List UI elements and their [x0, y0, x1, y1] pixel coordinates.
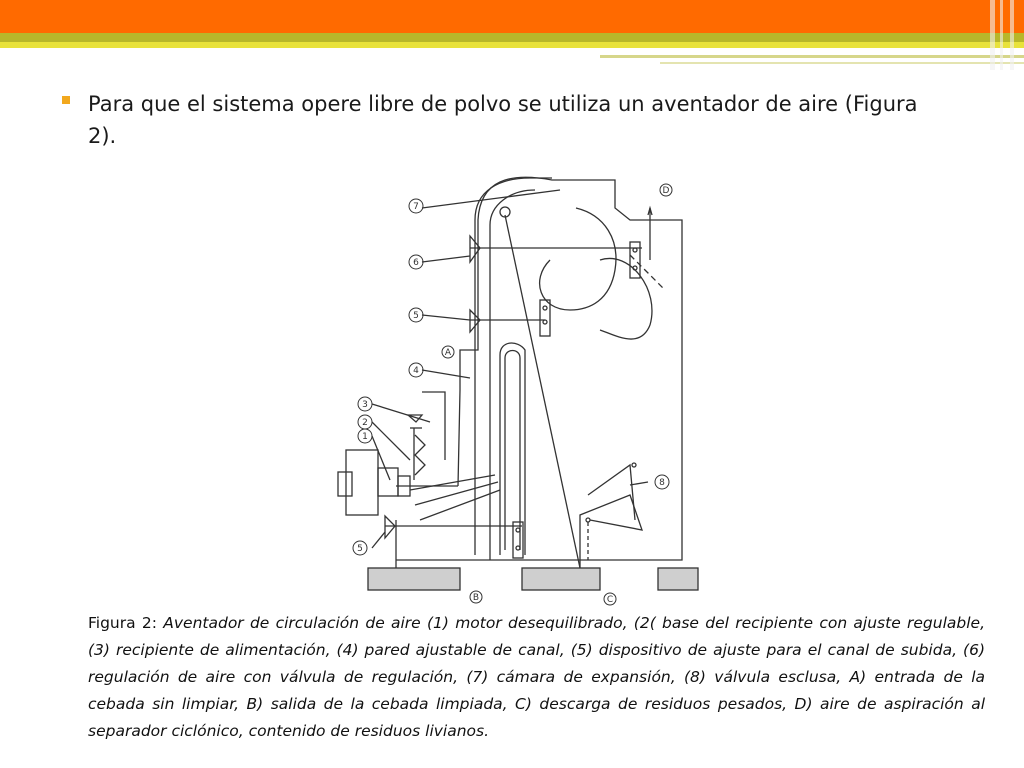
air-aspirator-diagram	[330, 160, 710, 610]
label-B: B	[472, 593, 480, 603]
label-4: 4	[413, 366, 419, 376]
label-5b: 5	[357, 544, 363, 554]
label-C: C	[606, 595, 614, 605]
label-2: 2	[362, 418, 368, 428]
label-8: 8	[659, 478, 665, 488]
label-D: D	[662, 186, 670, 196]
label-A: A	[444, 348, 452, 358]
label-3: 3	[362, 400, 368, 410]
label-6: 6	[413, 258, 419, 268]
header-bar	[0, 0, 1024, 70]
label-1: 1	[362, 432, 368, 442]
label-7: 7	[413, 202, 419, 212]
ground-hatch	[368, 568, 698, 590]
figure-caption	[88, 610, 985, 745]
caption-body: Aventador de circulación de aire (1) motor desequilibrado, (2( base del recipiente con ajuste regulable, (3) recipiente de alimentación, (4) pared ajustable de canal, (5) dispositivo de ajuste para el canal de subida, (6) regulación de aire con válvula de regulación, (7) cámara de expansión, (8) válvula esclusa, A) entrada de la cebada sin limpiar, B) salida de la cebada limpiada, C) descarga de residuos pesados, D) aire de aspiración al separador ciclónico, contenido de residuos livianos.	[88, 614, 985, 740]
caption-lead: Figura 2:	[88, 614, 164, 632]
bullet-square-icon	[62, 96, 70, 104]
label-5a: 5	[413, 311, 419, 321]
bullet-text: Para que el sistema opere libre de polvo se utiliza un aventador de aire (Figura 2).	[88, 92, 918, 148]
